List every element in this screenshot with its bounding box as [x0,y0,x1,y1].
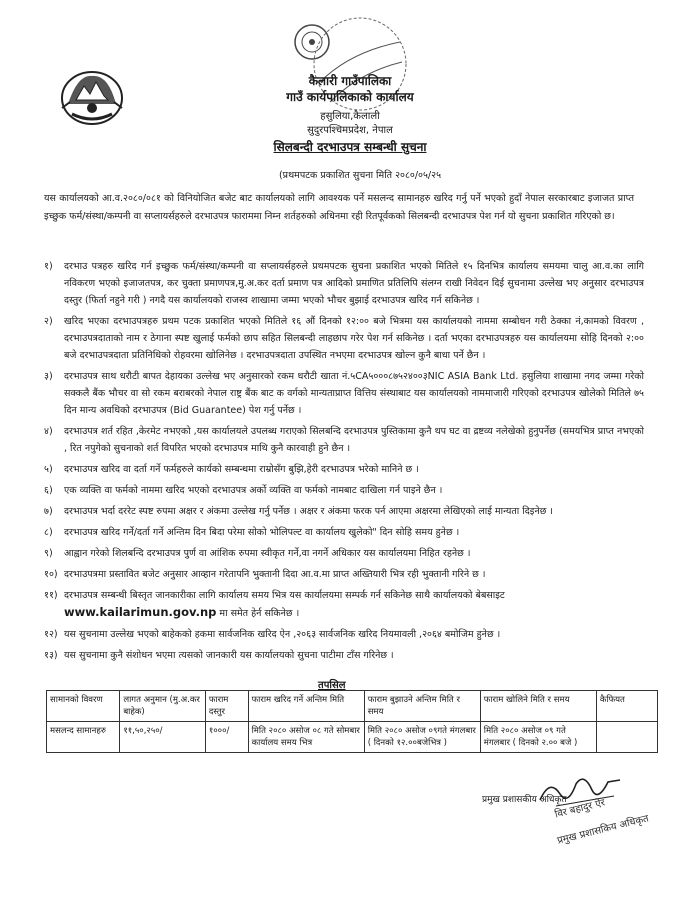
column-header: फाराम बुझाउने अन्तिम मिति र समय [364,691,480,722]
condition-number: १३) [44,650,58,661]
condition-number: ५) [44,464,53,475]
table-cell: मिति २०८० असोज ०९ गते मंगलबार ( दिनको २.०० बजे ) [480,722,596,753]
condition-item [44,647,644,664]
annex-table [46,690,658,753]
table-header-row [47,691,658,722]
address-line-1: हसुलिया,कैलाली [320,111,380,122]
condition-text: आह्वान गरेको शिलबन्दि दरभाउपत्र पुर्ण वा आंशिक रुपमा स्वीकृत गर्ने,वा नगर्ने अधिकार यस कार्यालयमा निहित रहनेछ । [64,548,471,559]
condition-item [44,482,644,499]
office-subtitle: गाउँ कार्यपालिकाको कार्यालय [286,90,414,104]
condition-number: ३) [44,371,53,382]
condition-item [44,461,644,478]
condition-text: दरभाउपत्र साथ धरौटी बापत देहायका उल्लेख भए अनुसारको रकम धरौटी खाता नं.५CA५०००८७५२४००३NIC ASIA Bank Ltd. हसुलिया शाखामा नगद जम्मा गरेको सक्कलै बैंक भौचर वा सो रकम बराबरको नेपाल राष्ट्र बैंक बाट क वर्गको मान्यताप्राप्त वित्तिय संस्थाबाट यस कार्यालयको नाममाजारी गरिएको दरभाउपत्र खोलेको मितिले ७५ दिन मान्य अवधिको दरभाउपत्र (Bid Guarantee) पेश गर्नु पर्नेछ । [64,371,644,416]
condition-number: ८) [44,527,53,538]
condition-number: ११) [44,590,58,601]
signatory-title: प्रमुख प्रशासकीय अधिकृत [482,795,567,805]
office-name: कैलारी गाउँपालिका [308,74,392,88]
condition-text: दरभाउपत्र सम्बन्धी बिस्तृत जानकारीका लागि कार्यालय समय भित्र यस कार्यालयमा सम्पर्क गर्न सकिनेछ साथै कार्यालयको बेबसाइट [64,590,505,601]
table-cell: १०००/ [205,722,248,753]
column-header: सामानको विवरण [47,691,120,722]
condition-item [44,503,644,520]
condition-number: १०) [44,569,58,580]
condition-item [44,368,644,419]
column-header: फाराम दस्तुर [205,691,248,722]
annex-title: तपसिल [318,680,346,691]
table-cell: ११,५०,२५०/ [120,722,206,753]
condition-item [44,313,644,364]
condition-item [44,258,644,309]
column-header: फाराम खोलिने मिति र समय [480,691,596,722]
condition-text: दरभाउपत्र खरिद गर्ने/दर्ता गर्ने अन्तिम दिन बिदा परेमा सोको भोलिपल्ट वा कार्यालय खुलेको" दिन सोहि समय हुनेछ । [64,527,460,538]
table-cell: मिति २०८० असोज ०८ गते सोमबार कार्यालय समय भित्र [248,722,364,753]
condition-text: एक व्यक्ति वा फर्मको नाममा खरिद भएको दरभाउपत्र अर्को व्यक्ति वा फर्मको नामबाट दाखिला गर्न पाइने छैन । [64,485,443,496]
table-cell: मिति २०८० असोज ०९गते मंगलबार ( दिनको १२.००बजेभित्र ) [364,722,480,753]
table-row [47,722,658,753]
stamp-title: प्रमुख प्रशासकिय अधिकृत [556,813,650,847]
signature-stamp [548,776,658,850]
column-header: फाराम खरिद गर्ने अन्तिम मिति [248,691,364,722]
condition-number: ९) [44,548,53,559]
website-link[interactable]: www.kailarimun.gov.np [64,605,217,619]
condition-number: २) [44,316,53,327]
condition-text: दरभाउ पत्रहरु खरिद गर्न इच्छुक फर्म/संस्था/कम्पनी वा सप्लायर्सहरुले प्रथमपटक सुचना प्रकाशित भएको मितिले १५ दिनभित्र कार्यालय समयमा चालु आ.व.का लागि नविकरण भएको इजाजतपत्र, कर चुक्ता प्रमाणपत्र,मु.अ.कर दर्ता प्रमाण पत्र आदिको प्रमाणित प्रतिलिपि संलग्न राखी निवेदन दिई सुचनामा उल्लेख भए अनुसार दरभाउपत्र दस्तुर (फिर्ता नहुने गरी ) नगदै यस कार्यालयको राजस्व शाखामा जम्मा भएको भौचर बुझाई दरभाउपत्र खरिद गर्न सकिनेछ । [64,261,644,306]
condition-text-after: मा समेत हेर्न सकिनेछ । [219,608,300,619]
condition-number: ४) [44,426,53,437]
nepal-emblem-icon [58,64,126,128]
table-cell [596,722,657,753]
condition-number: ६) [44,485,53,496]
condition-item [44,587,644,622]
publish-date: (प्रथमपटक प्रकाशित सुचना मिति २०८०/०५/२५ [278,170,442,181]
column-header: कैफियत [596,691,657,722]
condition-text: दरभाउपत्रमा प्रस्तावित बजेट अनुसार आव्हान गरेतापनि भुक्तानी दिदा आ.व.मा प्राप्त अख्तियारी भित्र रही भुक्तानी गरिने छ । [64,569,486,580]
condition-text: दरभाउपत्र भर्दा दररेट स्पष्ट रुपमा अक्षर र अंकमा उल्लेख गर्नु पर्नेछ । अक्षर र अंकमा फरक पर्न आएमा अक्षरमा लेखिएको लाई मान्यता दिइनेछ । [64,506,553,517]
condition-item [44,566,644,583]
condition-item [44,423,644,457]
address-line-2: सुदुरपश्चिमप्रदेश, नेपाल [307,125,393,136]
condition-text: यस सुचनामा कुनै संशोधन भएमा त्यसको जानकारी यस कार्यालयको सुचना पाटीमा टाँस गरिनेछ । [64,650,394,661]
condition-number: १२) [44,629,58,640]
condition-text: दरभाउपत्र शर्त रहित ,केरमेट नभएको ,यस कार्यालयले उपलब्ध गराएको सिलबन्दि दरभाउपत्र पुस्तिकामा कुनै थप घट वा द्रष्टव्य नलेखेको हुनुपर्नेछ (समयभित्र प्राप्त नभएको , रित नपुगेको सुचनाको शर्त विपरित भएको दरभाउपत्र माथि कुनै कारवाही हुने छैन । [64,426,644,454]
condition-text: यस सुचनामा उल्लेख भएको बाहेकको हकमा सार्वजनिक खरिद ऐन ,२०६३ सार्वजनिक खरिद नियमावली ,२०६४ बमोजिम हुनेछ । [64,629,501,640]
conditions-list [44,258,644,668]
condition-item [44,626,644,643]
condition-item [44,545,644,562]
condition-number: १) [44,261,53,272]
notice-title: सिलबन्दी दरभाउपत्र सम्बन्धी सुचना [273,140,427,154]
condition-text: दरभाउपत्र खरिद वा दर्ता गर्ने फर्महरुले कार्यको सम्बन्धमा राम्रोसँग बुझि,हेरी दरभाउपत्र भरेको मानिने छ । [64,464,419,475]
column-header: लागत अनुमान (मु.अ.कर बाहेक) [120,691,206,722]
condition-text: खरिद भएका दरभाउपत्रहरु प्रथम पटक प्रकाशित भएको मितिले १६ औं दिनको १२:०० बजे भित्रमा यस कार्यालयको नाममा सम्बोधन गरी ठेक्का नं,कामको विवरण , दरभाउपत्रदाताको नाम र ठेगाना स्पष्ट खुलाई फर्मको छाप सहित सिलबन्दी लाहछाप गरेर पेश गर्न सकिनेछ । दर्ता भएका दरभाउपत्रहरु यस कार्यालयमा सोहि दिनको २:०० बजे दरभाउपत्रदाता प्रतिनिधिको रोहवरमा खोलिनेछ । दरभाउपत्रदाता उपस्थित नभएमा दरभाउपत्र खोल्न कुनै बाधा पर्ने छैन । [64,316,644,361]
table-cell: मसलन्द सामानहरु [47,722,120,753]
condition-item [44,524,644,541]
stamp-name: विर बहादुर ऐर [553,797,607,821]
condition-number: ७) [44,506,53,517]
intro-paragraph: यस कार्यालयको आ.व.२०८०/०८१ को विनियोजित बजेट बाट कार्यालयको लागि आवश्यक पर्ने मसलन्द सामानहरु खरिद गर्नु पर्ने भएको हुदाँ नेपाल सरकारबाट इजाजत प्राप्त इच्छुक फर्म/संस्था/कम्पनी वा सप्लायर्सहरुले दरभाउपत्र फाराममा निम्न शर्तहरुको अधिनमा रही रितपूर्वकको सिलबन्दी दरभाउपत्र पेश गर्न यो सुचना प्रकाशित गरिएको छ। [44,193,634,222]
